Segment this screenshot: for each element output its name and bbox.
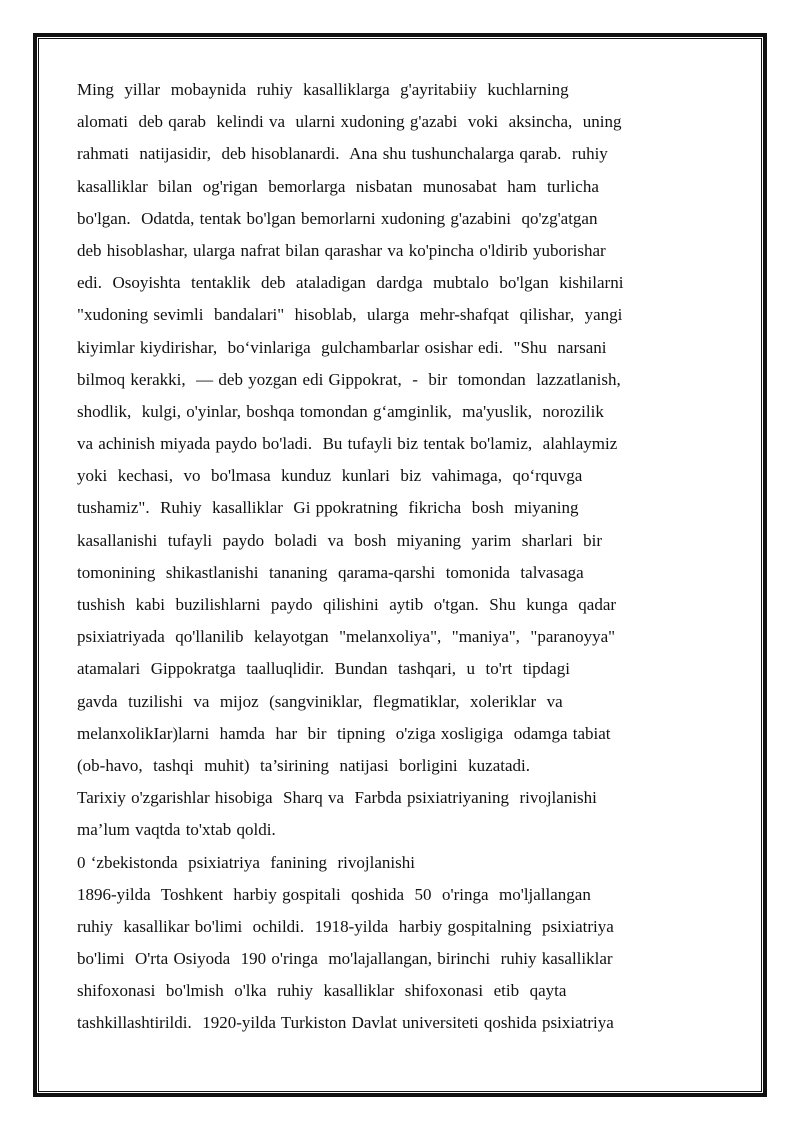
text-line: Tarixiy o'zgarishlar hisobiga Sharq va Farbda psixiatriyaning rivojlanishi xyxy=(77,788,597,808)
text-line: "xudoning sevimli bandalari" hisoblab, ularga mehr-shafqat qilishar, yangi xyxy=(77,305,623,325)
text-line: kiyimlar kiydirishar, bo‘vinlariga gulchambarlar osishar edi. "Shu narsani xyxy=(77,337,607,357)
text-line: atamalari Gippokratga taalluqlidir. Bundan tashqari, u to'rt tipdagi xyxy=(77,659,570,679)
text-line: rahmati natijasidir, deb hisoblanardi. Ana shu tushunchalarga qarab. ruhiy xyxy=(77,144,608,164)
text-line: 1896-yilda Toshkent harbiy gospitali qoshida 50 o'ringa mo'ljallangan xyxy=(77,884,591,904)
text-line: tomonining shikastlanishi tananing qarama-qarshi tomonida talvasaga xyxy=(77,562,584,582)
text-line: deb hisoblashar, ularga nafrat bilan qarashar va ko'pincha o'ldirib yuborishar xyxy=(77,240,606,260)
text-line: tushamiz". Ruhiy kasalliklar Gi ppokratning fikricha bosh miyaning xyxy=(77,498,579,518)
text-line: kasallanishi tufayli paydo boladi va bosh miyaning yarim sharlari bir xyxy=(77,530,603,550)
text-line: ma’lum vaqtda to'xtab qoldi. xyxy=(77,820,276,840)
text-line: psixiatriyada qo'llanilib kelayotgan "melanxoliya", "maniya", "paranoyya" xyxy=(77,627,616,647)
text-line: gavda tuzilishi va mijoz (sangviniklar, flegmatiklar, xoleriklar va xyxy=(77,691,563,711)
text-line: bilmoq kerakki, — deb yozgan edi Gippokrat, - bir tomondan lazzatlanish, xyxy=(77,369,621,389)
text-line: shifoxonasi bo'lmish o'lka ruhiy kasalliklar shifoxonasi etib qayta xyxy=(77,981,567,1001)
text-line: edi. Osoyishta tentaklik deb ataladigan dardga mubtalo bo'lgan kishilarni xyxy=(77,273,624,293)
text-line: tashkillashtirildi. 1920-yilda Turkiston Davlat universiteti qoshida psixiatriya xyxy=(77,1013,614,1033)
text-line: bo'limi O'rta Osiyoda 190 o'ringa mo'lajallangan, birinchi ruhiy kasalliklar xyxy=(77,949,613,969)
text-line: va achinish miyada paydo bo'ladi. Bu tufayli biz tentak bo'lamiz, alahlaymiz xyxy=(77,434,618,454)
text-line: bo'lgan. Odatda, tentak bo'lgan bemorlarni xudoning g'azabini qo'zg'atgan xyxy=(77,208,598,228)
text-line: tushish kabi buzilishlarni paydo qilishini aytib o'tgan. Shu kunga qadar xyxy=(77,595,617,614)
text-line: (ob-havo, tashqi muhit) ta’sirining natijasi borligini kuzatadi. xyxy=(77,755,530,775)
text-line: melanxolikIar)larni hamda har bir tipning o'ziga xosligiga odamga tabiat xyxy=(77,723,611,743)
text-line: kasalliklar bilan og'rigan bemorlarga nisbatan munosabat ham turlicha xyxy=(77,176,599,196)
text-line: alomati deb qarab kelindi va ularni xudoning g'azabi voki aksincha, uning xyxy=(77,112,622,132)
text-line: yoki kechasi, vo bo'lmasa kunduz kunlari biz vahimaga, qo‘rquvga xyxy=(77,466,583,486)
text-line: ruhiy kasallikar bo'limi ochildi. 1918-yilda harbiy gospitalning psixiatriya xyxy=(77,916,614,936)
section-heading: 0 ‘zbekistonda psixiatriya fanining rivojlanishi xyxy=(77,852,415,872)
document-body xyxy=(77,74,677,1040)
text-line: Ming yillar mobaynida ruhiy kasalliklarga g'ayritabiiy kuchlarning xyxy=(77,80,569,99)
text-line: shodlik, kulgi, o'yinlar, boshqa tomondan g‘amginlik, ma'yuslik, norozilik xyxy=(77,401,604,421)
